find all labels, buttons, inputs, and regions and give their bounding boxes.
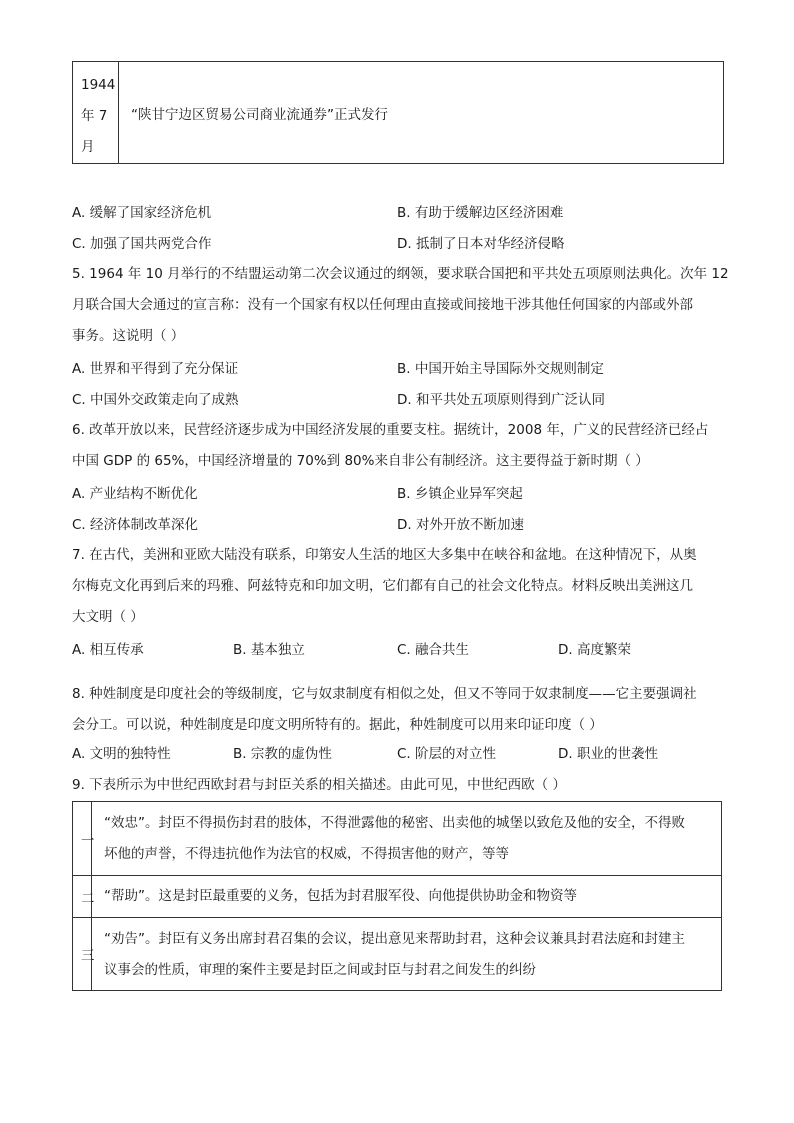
q5-option-b: B. 中国开始主导国际外交规则制定 <box>397 361 604 377</box>
q8-option-c: C. 阶层的对立性 <box>397 746 497 762</box>
q5-option-a: A. 世界和平得到了充分保证 <box>72 361 239 377</box>
row-text <box>92 802 721 875</box>
table-row <box>73 802 721 875</box>
table-date-cell <box>73 62 119 163</box>
row-line: “劝告”。封臣有义务出席封君召集的会议，提出意见来帮助封君，这种会议兼具封君法庭和封建主 <box>104 931 685 947</box>
table-row <box>73 875 721 917</box>
q4-option-c: C. 加强了国共两党合作 <box>72 236 212 252</box>
timeline-table <box>72 61 724 164</box>
q8-option-d: D. 职业的世袭性 <box>558 746 658 762</box>
date-line: 1944 <box>81 77 116 93</box>
feudal-relations-table <box>72 801 722 991</box>
q7-option-b: B. 基本独立 <box>233 642 305 658</box>
q8-stem <box>72 679 726 741</box>
q6-option-b: B. 乡镇企业异军突起 <box>397 486 523 502</box>
row-line: “帮助”。这是封臣最重要的义务，包括为封君服军役、向他提供协助金和物资等 <box>104 888 577 904</box>
q4-option-d: D. 抵制了日本对华经济侵略 <box>397 236 565 252</box>
date-line: 月 <box>81 139 95 155</box>
q6-option-a: A. 产业结构不断优化 <box>72 486 198 502</box>
q6-option-c: C. 经济体制改革深化 <box>72 517 199 533</box>
date-line: 年 7 <box>81 108 108 124</box>
q5-line: 月联合国大会通过的宣言称：没有一个国家有权以任何理由直接或间接地干涉其他任何国家的内部或外部 <box>72 297 693 313</box>
q6-option-d: D. 对外开放不断加速 <box>397 517 524 533</box>
row-text <box>92 918 721 990</box>
q7-option-d: D. 高度繁荣 <box>558 642 631 658</box>
q7-option-c: C. 融合共生 <box>397 642 470 658</box>
q6-stem <box>72 415 726 477</box>
q7-line: 大文明（ ） <box>72 609 144 625</box>
row-line: “效忠”。封臣不得损伤封君的肢体，不得泄露他的秘密、出卖他的城堡以致危及他的安全，不得败 <box>104 815 685 831</box>
row-number: 二 <box>73 876 92 917</box>
q5-line: 5. 1964 年 10 月举行的不结盟运动第二次会议通过的纲领，要求联合国把和平共处五项原则法典化。次年 12 <box>72 266 729 282</box>
q7-line: 尔梅克文化再到后来的玛雅、阿兹特克和印加文明，它们都有自己的社会文化特点。材料反映出美洲这几 <box>72 578 693 594</box>
q8-option-b: B. 宗教的虚伪性 <box>233 746 332 762</box>
row-number: 三 <box>73 918 92 990</box>
q9-stem: 9. 下表所示为中世纪西欧封君与封臣关系的相关描述。由此可见，中世纪西欧（ ） <box>72 777 566 793</box>
q6-line: 中国 GDP 的 65%，中国经济增量的 70%到 80%来自非公有制经济。这主要得益于新时期（ ） <box>72 453 649 469</box>
q6-line: 6. 改革开放以来，民营经济逐步成为中国经济发展的重要支柱。据统计，2008 年，广义的民营经济已经占 <box>72 422 709 438</box>
q7-line: 7. 在古代，美洲和亚欧大陆没有联系，印第安人生活的地区大多集中在峡谷和盆地。在这种情况下，从奥 <box>72 547 697 563</box>
q5-option-c: C. 中国外交政策走向了成熟 <box>72 392 239 408</box>
q8-line: 会分工。可以说，种姓制度是印度文明所特有的。据此，种姓制度可以用来印证印度（ ） <box>72 717 603 733</box>
q7-stem <box>72 540 726 633</box>
row-text <box>92 876 721 917</box>
q8-option-a: A. 文明的独特性 <box>72 746 171 762</box>
q5-stem <box>72 259 729 352</box>
table-row <box>73 917 721 990</box>
row-number: 一 <box>73 802 92 875</box>
q7-option-a: A. 相互传承 <box>72 642 144 658</box>
row-line: 坏他的声誉，不得违抗他作为法官的权威，不得损害他的财产，等等 <box>104 846 509 862</box>
q4-option-b: B. 有助于缓解边区经济困难 <box>397 205 564 221</box>
q5-option-d: D. 和平共处五项原则得到广泛认同 <box>397 392 605 408</box>
q4-option-a: A. 缓解了国家经济危机 <box>72 205 212 221</box>
row-line: 议事会的性质，审理的案件主要是封臣之间或封臣与封君之间发生的纠纷 <box>104 962 536 978</box>
q8-line: 8. 种姓制度是印度社会的等级制度，它与奴隶制度有相似之处，但又不等同于奴隶制度——它主要强调社 <box>72 686 697 702</box>
table-event-cell: “陕甘宁边区贸易公司商业流通券”正式发行 <box>131 106 388 123</box>
q5-line: 事务。这说明（ ） <box>72 328 185 344</box>
